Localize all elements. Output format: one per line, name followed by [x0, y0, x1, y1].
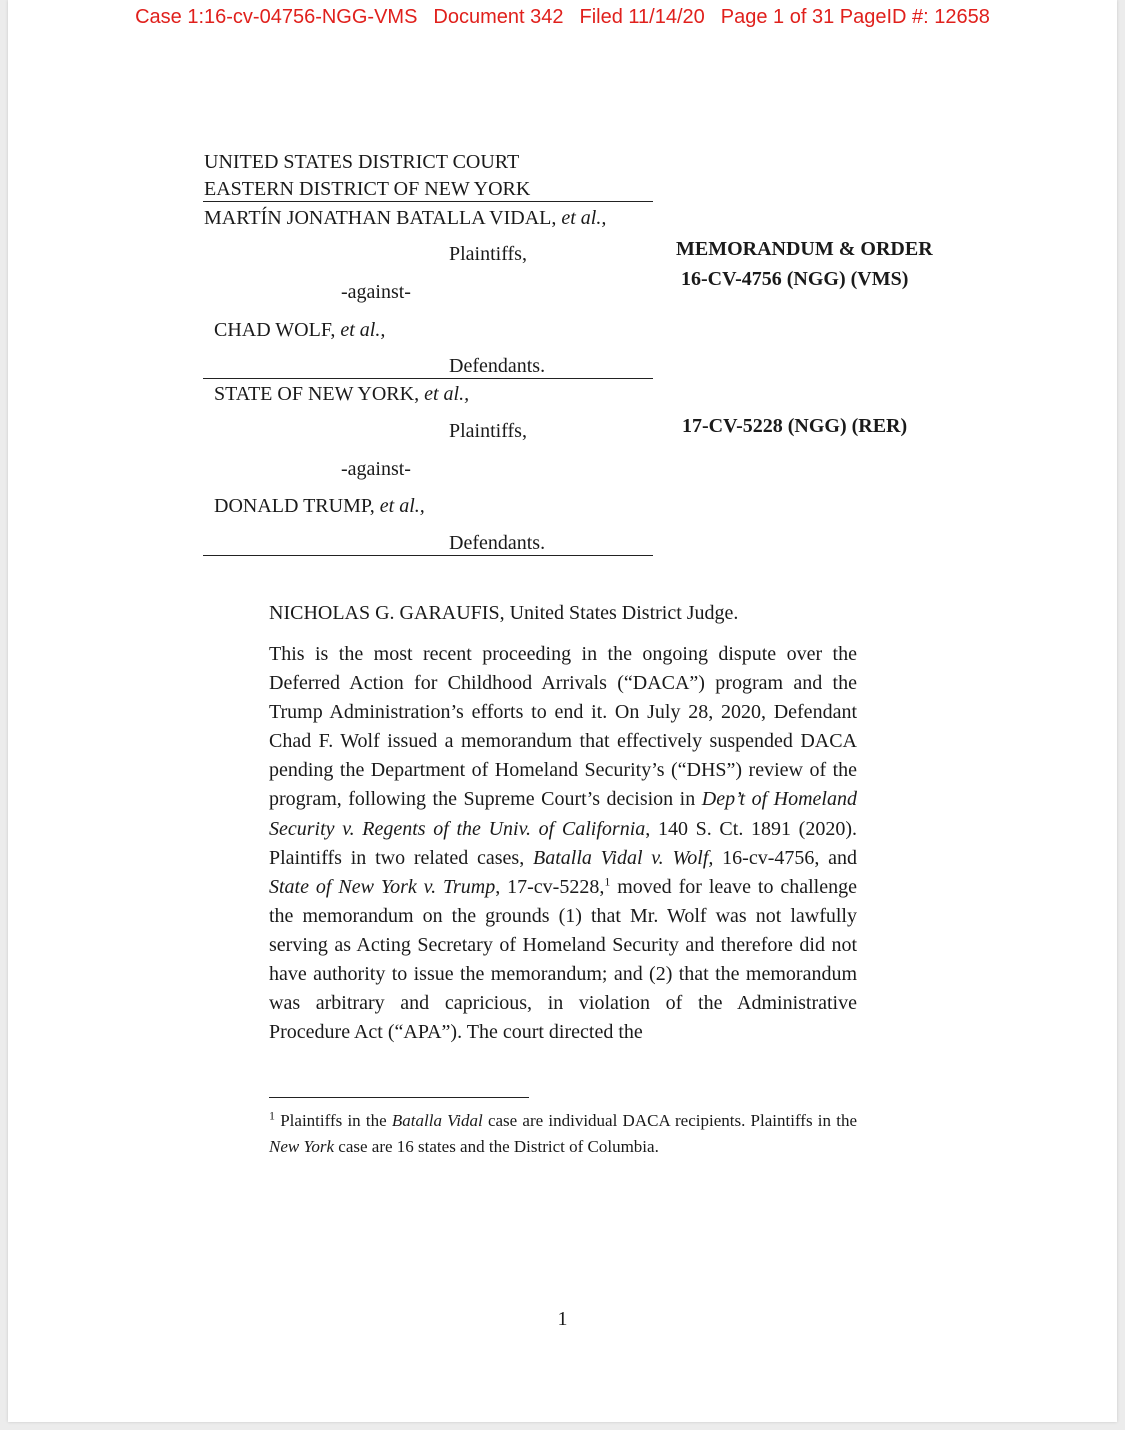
case1-plaintiff: MARTÍN JONATHAN BATALLA VIDAL, et al., [204, 207, 607, 229]
ecf-header [0, 6, 1125, 29]
footnote-reference: 1 [604, 874, 611, 889]
case2-defendant: DONALD TRUMP, et al., [214, 495, 425, 517]
caption-divider [203, 201, 653, 202]
header-document: Document 342 [433, 6, 564, 28]
case1-docket-number: 16-CV-4756 (NGG) (VMS) [681, 268, 909, 290]
case2-plaintiff: STATE OF NEW YORK, et al., [214, 383, 470, 405]
opinion-paragraph: This is the most recent proceeding in the ongoing dispute over the Deferred Action for Childhood Arrivals (“DACA”) program and the Trump Administration’s efforts to end it. On July 28, 2020, Defendant Chad F. Wolf issued a memorandum that effectively suspended DACA pending the Department of Homeland Security’s (“DHS”) review of the program, following the Supreme Court’s decision in Dep’t of Homeland Security v. Regents of the Univ. of California, 140 S. Ct. 1891 (2020). Plaintiffs in two related cases, Batalla Vidal v. Wolf, 16-cv-4756, and State of New York v. Trump, 17-cv-5228,$^1$ moved for leave to challenge the memorandum on the grounds (1) that Mr. Wolf was not lawfully serving as Acting Secretary of Homeland Security and therefore did not have authority to issue the memorandum; and (2) that the memorandum was arbitrary and capricious, in violation of the Administrative Procedure Act (“APA”). The court directed the [269, 643, 858, 1044]
caption-divider [203, 555, 653, 556]
case2-docket-number: 17-CV-5228 (NGG) (RER) [682, 415, 908, 437]
case2-against: -against- [341, 458, 411, 480]
header-case-number: Case 1:16-cv-04756-NGG-VMS [135, 6, 418, 28]
case1-against: -against- [341, 281, 411, 303]
case2-plaintiffs-label: Plaintiffs, [449, 420, 527, 442]
footnote-number: 1 [269, 1108, 275, 1123]
header-filed-date: Filed 11/14/20 [579, 6, 705, 28]
header-page-id: Page 1 of 31 PageID #: 12658 [720, 6, 990, 28]
case1-plaintiffs-label: Plaintiffs, [449, 243, 527, 265]
footnote: $^1$ Plaintiffs in the Batalla Vidal case are individual DACA recipients. Plaintiffs in the New York case are 16 states and the District of Columbia. [269, 1108, 857, 1156]
footnote-separator [269, 1097, 529, 1098]
judge-line: NICHOLAS G. GARAUFIS, United States District Judge. [269, 602, 739, 624]
case1-defendants-label: Defendants. [449, 355, 546, 377]
court-district: EASTERN DISTRICT OF NEW YORK [204, 178, 531, 200]
caption-divider [203, 378, 653, 379]
page-number: 1 [557, 1308, 568, 1330]
court-name: UNITED STATES DISTRICT COURT [204, 151, 520, 173]
memorandum-order-title: MEMORANDUM & ORDER [676, 238, 933, 260]
case1-defendant: CHAD WOLF, et al., [214, 319, 386, 341]
case2-defendants-label: Defendants. [449, 532, 546, 554]
